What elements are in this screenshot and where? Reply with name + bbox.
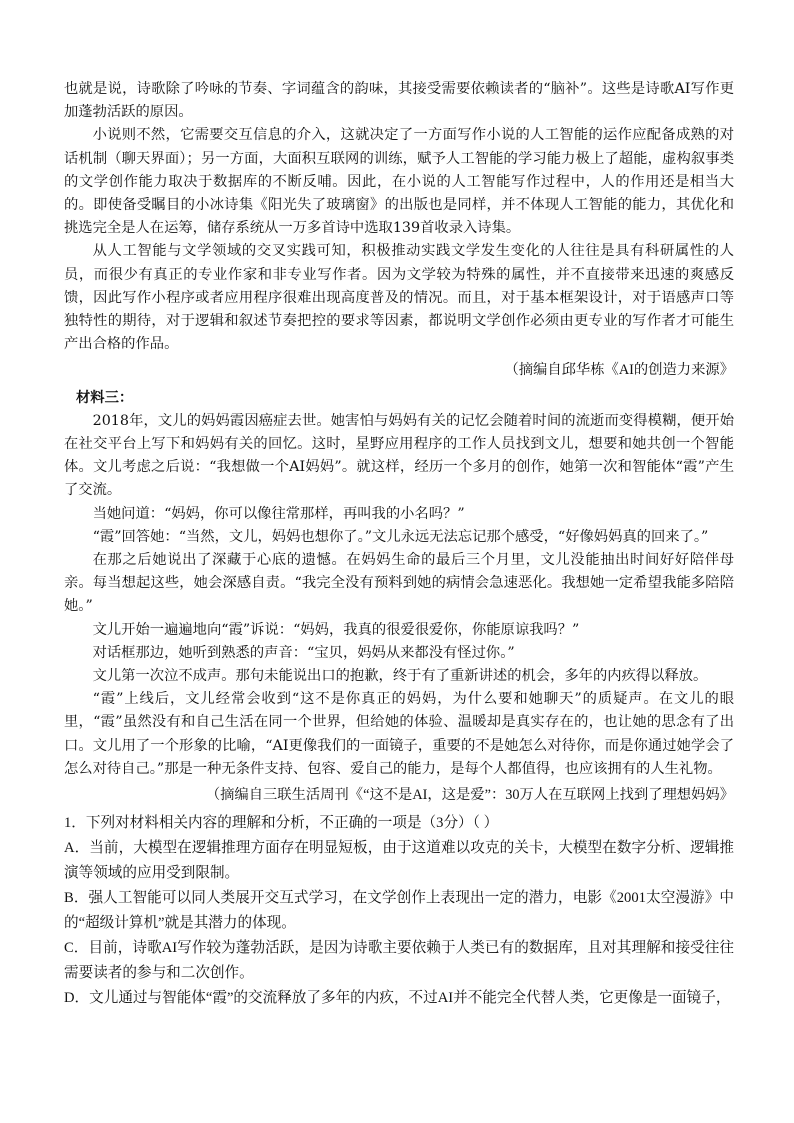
paragraph: “霞”上线后，文儿经常会收到“这不是你真正的妈妈，为什么要和她聊天”的质疑声。在文儿的眼里，“霞”虽然没有和自己生活在同一个世界，但给她的体验、温暖却是真实存在的，也让她的思念有了出口。文儿用了一个形象的比喻，“AI更像我们的一面镜子，重要的不是她怎么对待你，而是你通过她学会了怎么对待自己。”那是一种无条件支持、包容、爱自己的能力，是每个人都值得，也应该拥有的人生礼物。 — [64, 691, 734, 777]
paragraph: 小说则不然，它需要交互信息的介入，这就决定了一方面写作小说的人工智能的运作应配备成熟的对话机制（聊天界面）；另一方面，大面积互联网的训练，赋予人工智能的学习能力极上了超能，虚构叙事类的文学创作能力取决于数据库的不断反哺。因此，在小说的人工智能写作过程中，人的作用还是相当大的。即使备受瞩目的小冰诗集《阳光失了玻璃窗》的出版也是同样，并不体现人工智能的能力，其优化和挑选完全是人在运筹，储存系统从一万多首诗中选取139首收录入诗集。 — [64, 127, 734, 237]
question-one — [64, 811, 734, 1011]
paragraph: 文儿第一次泣不成声。那句未能说出口的抱歉，终于有了重新讲述的机会，多年的内疚得以释放。 — [92, 668, 708, 685]
paragraph: 当她问道：“妈妈，你可以像往常那样，再叫我的小名吗？” — [92, 505, 465, 522]
paragraph: 从人工智能与文学领域的交叉实践可知，积极推动实践文学发生变化的人往往是具有科研属性的人员，而很少有真正的专业作家和非专业写作者。因为文学较为特殊的属性，并不直接带来迅速的爽感反馈，因此写作小程序或者应用程序很难出现高度普及的情况。而且，对于基本框架设计，对于语感声口等独特性的期待，对于逻辑和叙述节奏把控的要求等因素，都说明文学创作必须由更专业的写作者才可能生产出合格的作品。 — [64, 243, 734, 353]
material-three — [64, 387, 734, 808]
exam-page — [64, 78, 734, 1011]
option-b: B．强人工智能可以同人类展开交互式学习，在文学创作上表现出一定的潜力，电影《2001太空漫游》中的“超级计算机”就是其潜力的体现。 — [64, 890, 734, 932]
option-c: C．目前，诗歌AI写作较为蓬勃活跃，是因为诗歌主要依赖于人类已有的数据库，且对其理解和接受往往需要读者的参与和二次创作。 — [64, 940, 734, 982]
option-a: A．当前，大模型在逻辑推理方面存在明显短板，由于这道难以攻克的关卡，大模型在数字分析、逻辑推演等领域的应用受到限制。 — [64, 840, 734, 882]
paragraph: 对话框那边，她听到熟悉的声音：“宝贝，妈妈从来都没有怪过你。” — [92, 644, 515, 661]
paragraph: 文儿开始一遍遍地向“霞”诉说：“妈妈，我真的很爱很爱你，你能原谅我吗？” — [92, 621, 580, 638]
question-stem: 1．下列对材料相关内容的理解和分析，不正确的一项是（3分）（ ） — [64, 815, 499, 832]
source-citation: （摘编自三联生活周刊《“这不是AI，这是爱”：30万人在互联网上找到了理想妈妈》 — [205, 787, 734, 804]
section-heading: 材料三： — [76, 389, 134, 406]
source-citation: （摘编自邱华栋《AI的创造力来源》 — [504, 362, 734, 379]
paragraph: “霞”回答她：“当然，文儿，妈妈也想你了。”文儿永远无法忘记那个感受，“好像妈妈真的回来了。” — [92, 528, 709, 545]
option-d: D．文儿通过与智能体“霞”的交流释放了多年的内疚，不过AI并不能完全代替人类，它更像是一面镜子， — [64, 990, 731, 1007]
paragraph: 在那之后她说出了深藏于心底的遗憾。在妈妈生命的最后三个月里，文儿没能抽出时间好好陪伴母亲。每当想起这些，她会深感自责。“我完全没有预料到她的病情会急速恶化。我想她一定希望我能多陪陪她。” — [64, 552, 734, 615]
paragraph: 2018年，文儿的妈妈霞因癌症去世。她害怕与妈妈有关的记忆会随着时间的流逝而变得模糊，便开始在社交平台上写下和妈妈有关的回忆。这时，星野应用程序的工作人员找到文儿，想要和她共创一个智能体。文儿考虑之后说：“我想做一个AI妈妈”。就这样，经历一个多月的创作，她第一次和智能体“霞”产生了交流。 — [64, 412, 734, 499]
paragraph: 也就是说，诗歌除了吟咏的节奏、字词蕴含的韵味，其接受需要依赖读者的“脑补”。这些是诗歌AI写作更加蓬勃活跃的原因。 — [64, 81, 734, 121]
material-two-continued — [64, 78, 734, 383]
